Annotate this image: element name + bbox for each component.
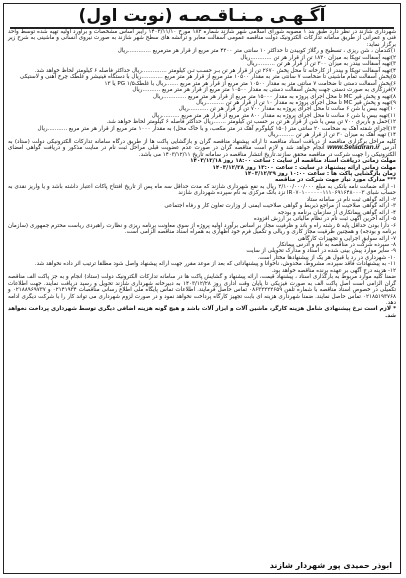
requirement-3: ۳- ارائه گواهی صلاحیت از مراجع ذیربط و گواهی صلاحیت ایمنی از وزارت تعاون کار و رفاه اجتماعی [164,203,396,210]
requirements-list [8,184,396,274]
dates-block [8,158,396,177]
item-5: ۵)پخش آسفالت تمام ماشینی تا ضخامت ۷ سانتی متر به مقدار ۱۰۵۰۰ متر مربع از قرار هر متر مربع ............ریال با دستگاه فینیشر و غلطک چرخ آهنی و لاستیکی [19,74,396,81]
tender-notice [3,3,401,574]
requirement-2: ۲- ارائه گواهی ثبت نام در سامانه ستاد [306,196,396,203]
item-11: ۱۱)تهیه بیس یا شن ۶ سانت تا محل اجرای پروژه به مقدار ۸۰۰ متر مربع از قرار هر متر مربع ..........ریال [151,112,396,119]
date-proposal-deadline: مهلت زمانی ارائه پیشنهاد در سایت : ساعت ۱۳:۰۰ روز ۱۴۰۳/۱۲/۲۸ [212,164,396,171]
date-opening: زمان بازگشایی پاکت ها : ساعت ۱۰:۰۰ روز ۱۴۰۳/۱۲/۲۹ [244,170,396,177]
date-documents-deadline: مهلت زمانی دریافت اسناد مناقصه از سایت : ساعت ۱۸:۰۰ روز ۱۴۰۳/۱۲/۱۸ [190,158,396,165]
item-12: ۱۲)حمل و باربری ۷۰۰ تن بیس یا شن از قرار هر تن بر حسب تن کیلومتر .......ریال حداکثر فاصله ۶ کیلومتر لحاظ خواهد شد. [106,119,396,126]
requirement-11: ۱۱- به پیشنهادات فاقد سپرده، مشروط، مخدوش، ناخوانا و پیشنهاداتی که بعد از موعد مقرر جهت ارائه پیشنهاد واصل شود مطلقا ترتیب اثر داده نخواهد شد. [34,261,396,268]
requirement-7: ۷- ارائه سوابق اجرایی و تجهیزات کارگاهی [297,235,396,242]
item-14: ۱۴) تهیه آهک به میزان ۳۰ تن از قرار هر تن .........ریال [267,132,396,139]
notice-body [4,29,400,319]
requirement-9: ۹- سایر موارد پیش بینی شده در اسناد و مدارک تحویلی از سایت [246,248,396,255]
requirement-5: ۵- ارائه آخرین آگهی ثبت نام در نظام مالیاتی بر ارزش افزوده [253,216,396,223]
item-10: ۱۰)تهیه بیس یا شن ۶ سانت تا محل اجرای پروژه به مقدار ۷۰۰ تن از قرار هر تن ...........ریال [178,106,396,113]
details-paragraph [8,139,396,158]
item-1: ۱)کندمان ، شن ریزی ، تسطیح و رگلاژ کوبیدن تا حداکثر ۱۰ سانتی متر ۴۲۰۰ متر مربع از قرار هر مترمربع .............ریال [117,48,396,55]
setad-website-link[interactable]: www.Setadiran.ir [327,144,380,152]
mayor-signature: ابوذر حمیدی پور شهردار شازند [269,561,392,570]
details-text-1: کلیه مراحل برگزاری مناقصه از دریافت اسناد مناقصه تا ارائه پیشنهاد مناقصه گران و بازگشایی پاکت ها از طریق درگاه سامانه تدارکات الکترونیکی دولت (ستاد) به آدرس [8,138,397,152]
requirement-8: ۸- سپرده شرکت در مناقصه به نام و آدرس پیمانکار [277,241,396,248]
pricing-note: * لازم است نرخ پیشنهادی شامل هزینه کارگر، ماشین آلات و ابزار آلات باشد و هیچ گونه هزینه اضافی دیگری توسط شهرداری پرداخت نخواهد شد. [8,306,396,319]
notice-title: آگـهـی مـنـاقـصـه (نوبت اول) [78,6,326,26]
requirement-6: ۶- دارا بودن حداقل پایه ۵ رشته راه و باند و ظرفیت مجاز بر اساس برآورد اولیه پروژه از سوی معاونت برنامه ریزی و نظارت راهبردی ریاست محترم جمهوری (سازمان برنامه و بودجه) و همچنین ظرفیت مجاز کاری و ریالی و تکمیل فرم خود اظهاری به همراه اسناد مناقصه الزامی است. [8,222,396,236]
items-list [8,48,396,138]
requirement-1: ۱- ارائه ضمانت نامه بانکی به مبلغ ۲/۱۰۰/۰۰۰/۰۰۰ ریال به نفع شهرداری شازند که مدت حداقل سه ماه پس از تاریخ افتتاح پاکات اعتبار داشته باشد و یا واریز نقدی به حساب شبای IR۰۷۰۱۰۰۰۰۰۰۱۱۱۰۶۹۱۶۴۸۰۰۰۳ نزد بانک مرکزی به نام سپرده شهرداری شازند [8,183,397,197]
closing-paragraph: ضمنا کلیه موارد مربوط به بارگذاری اسناد ، پیشنهاد قیمت، ارائه پیشنهاد و گشایش پاکت ها در سامانه تدارکات الکترونیک دولت (ستاد) انجام و به جز پاکت الف مناقصه گران الزامی است اصل پاکت الف به صورت فیزیکی تا پایان وقت اداری روز ۱۴۰۳/۱۲/۲۸ به دبیرخانه شهرداری شازند تحویل و رسید دریافت نمایند. جهت اطلاعات تکمیلی در خصوص اسناد مناقصه با شماره تلفن ۰۸۶۳۲۲۲۲۶۵۹ تماس حاصل فرمایند. اطلاعات تماس پایگاه ملی اطلاع رسانی مناقصات ۰۲۱۴۱۹۳۴ و ۰۲۱۸۸۹۶۹۷۳۷ و ۰۲۱۸۵۱۹۳۷۶۸ تماس حاصل نمایند. ضمنا شهرداری هزینه ای بابت تجهیز کارگاه پرداخت نخواهد نمود و در صورت لزوم شهرداری می تواند کار را با شرکت دیگری ادامه دهد. [8,274,397,307]
item-4: ۴)تهیه آسفالت توپکا و بیندر از کارخانه تا محل پخش ۲۶۷۰ تن از قرار هر تن بـر حسـب تـن کیلومتر ..............ریال حداکثر فاصله ۶ کیلومتر لحاظ خواهد شد. [34,67,396,74]
item-6: ۶)پخش آسفالت دستی تا ضخامت ۷ سانتی متر به مقدار ۱۰۵۰۰ متر مربع از قرار هر متر مربع .......ریال با غلطکPG ۱/۵ یا ۱۳ [104,80,396,87]
requirements-heading: *** مدارک مورد نیاز جهت شرکت در مناقصه [274,177,396,184]
item-9: ۹)تهیه و پخش قیر MC تا محل اجرای پروژه به مقدار ۱۰ تن از قرار هر تن ..........ریال [196,99,396,106]
item-13: ۱۳)اجرای شفته آهک به ضخامت ۲۰ سانتی متر (۱۵۰ کیلوگرم آهک در متر مکعب، و با خاک محل) به مقدار ۱۰۰۰ متر مربع از قرار هر متر مربع ...........ریال [37,125,396,132]
details-text-2: انجام خواهد شد و لازم است مناقصه گران در صورت عدم عضویت قبلی مراحل ثبت نام در سایت مذکور و دریافت گواهی امضای الکترونیکی را جهت شرکت در مناقصه محقق سازند.تاریخ انتشار مناقصه در سامانه تاریخ ۱۴۰۳/۱۲/۱۱ می باشد. [8,145,396,158]
intro-paragraph: شهرداری شازند در نظر دارد طبق بند ۱ مصوبه شورای اسلامی شهر شازند شماره ۱۸۲ مورخ ۱۴۰۳/۱۱/۱۰ رایبر اساس مشخصات و براورد اولیه تهیه شده توسط واحد فنی و عمرانی از طریق سامانه تدارکات الکترونیک دولت مناقصه عمومی آسفالت معابر و ترانشه های سطح شهر شازند به صورت نیروی انسانی و ماشینی به شرح زیر برگزار نماید: [8,29,397,48]
requirement-12: ۱۲- هزینه درج آگهی بر عهده برنده مناقصه خواهد بود. [271,267,396,274]
item-7: ۷)فرزکاری به صورت دستی جهت پخش آسفالت دستی به مقدار ۱۰۵۰۰ متر مربع از قرار هر متر مربع ..........ریال [132,87,396,94]
item-3: ۳)تهیه آسفالت بیندر به میزان ۳۰۰ تن از قرار هر تن ..........ریال [247,61,396,68]
item-8: ۸)تهیه و پخش قیر MC تا محل اجرای پروژه به مقدار ۱۵۰۰۰ متر مربع از قرار هر متر مربع .............ریال [153,93,396,100]
requirement-4: ۴- ارائه گواهی پیمانکاری از سازمان برنامه و بودجه [277,209,396,216]
requirement-10: ۱۰- شهرداری در رد یا قبول هر یک از پیشنهادها مختار است. [257,254,396,261]
item-2: ۲)تهیه آسفالت توپکا به میزان ۱۸۳۰ تن از قرار هر تن ............ریال [240,54,396,61]
